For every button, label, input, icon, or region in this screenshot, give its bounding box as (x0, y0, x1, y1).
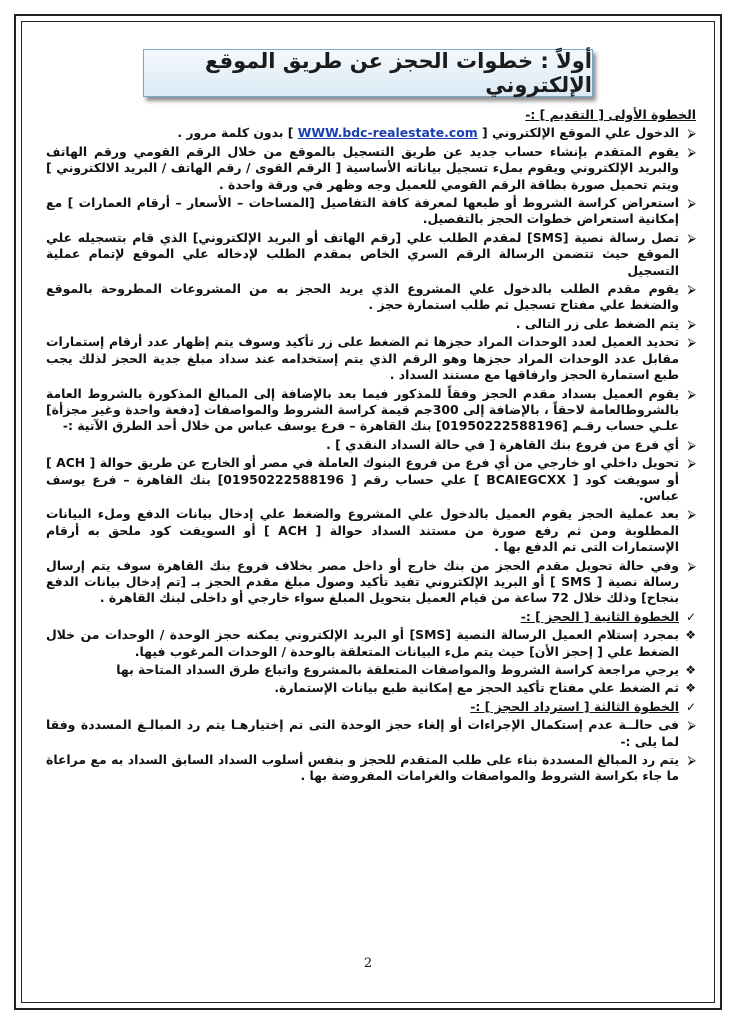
step1-item-11 (46, 506, 696, 555)
step1-item-1 (46, 125, 696, 141)
arrow-bullet-icon: ⮚ (687, 386, 696, 401)
page-number: 2 (363, 956, 373, 971)
document-body (46, 106, 696, 946)
step1-item-text: تحويل داخلي او خارجي من أي فرع من فروع البنوك العاملة في مصر أو الخارج عن طريق حوالة [ ACH ] أو سويفت كود [ BCAIEGCXX ] علي حساب رقم [ 01950222588196] بنك القاهرة – فرع يوسف عباس. (46, 455, 680, 503)
arrow-bullet-icon: ⮚ (687, 558, 696, 573)
arrow-bullet-icon: ⮚ (687, 507, 696, 522)
arrow-bullet-icon: ⮚ (687, 316, 696, 331)
website-link[interactable]: WWW.bdc-realestate.com (297, 125, 478, 141)
diamond-bullet-icon: ❖ (685, 628, 696, 643)
diamond-bullet-icon: ❖ (685, 663, 696, 677)
step2-heading-text: الخطوة الثانية [ الحجز ] :- (520, 608, 679, 624)
arrow-bullet-icon: ⮚ (687, 230, 696, 245)
step2-item-1 (46, 627, 696, 660)
step1-item-text: أي فرع من فروع بنك القاهرة [ في حالة السداد النقدي ] . (326, 436, 679, 452)
check-bullet-icon: ✓ (685, 699, 696, 714)
step2-item-2 (46, 662, 696, 678)
arrow-bullet-icon: ⮚ (687, 335, 696, 350)
step3-item-text: يتم رد المبالغ المسددة بناء على طلب المتقدم للحجز و بنفس أسلوب السداد السابق السداد به مع مراعاة ما جاء بكراسة الشروط والمواصفات والغرامات المفروضة بها . (46, 752, 679, 784)
step1-item-2 (46, 144, 696, 193)
step2-item-text: ثم الضغط علي مفتاح تأكيد الحجز مع إمكانية طبع بيانات الإستمارة. (274, 680, 679, 696)
step3-heading (46, 699, 696, 715)
step1-item-text: وفي حالة تحويل مقدم الحجز من بنك خارج أو داخل مصر بخلاف فروع بنك القاهرة سوف يتم إرسال رسالة نصية [ SMS ] أو البريد الإلكتروني تفيد تأكيد وصول مبلغ مقدم الحجز بـ [تم إدخال بيانات الدفع بنجاح] وذلك خلال 72 ساعة من قيام العميل بتحويل المبلغ سواء خارجي أو داخلى لبنك القاهرة . (46, 557, 679, 606)
step1-item-text: يقوم مقدم الطلب بالدخول علي المشروع الذي يريد الحجز به من المشروعات المطروحة بالموقع والضغط علي مفتاح تسجيل ثم طلب استمارة حجز . (46, 281, 679, 313)
step2-heading (46, 609, 696, 625)
arrow-bullet-icon: ⮚ (687, 144, 696, 159)
arrow-bullet-icon: ⮚ (687, 718, 696, 733)
step1-item-7 (46, 334, 696, 383)
step1-item-12 (46, 558, 696, 607)
step3-heading-text: الخطوة الثالثة [ استرداد الحجز ] :- (470, 698, 679, 714)
step1-item-text: استعراض كراسة الشروط أو طبعها لمعرفة كافة التفاصيل [المساحات – الأسعار – أرقام العمارات ] مع إمكانية استعراض خطوات الحجز بالتفصيل. (46, 195, 679, 227)
check-bullet-icon: ✓ (685, 609, 696, 624)
step1-item-text: يتم الضغط على زر التالى . (515, 315, 679, 331)
step1-item-6 (46, 316, 696, 332)
arrow-bullet-icon: ⮚ (687, 437, 696, 452)
step1-item-text: بعد عملية الحجز يقوم العميل بالدخول علي المشروع والضغط علي إدخال بيانات الدفع وملء البيانات المطلوبة ومن ثم رفع صورة من مستند السداد حوالة [ ACH ] أو السويفت كود ملحق به أرقام الإستمارات التى تم الدفع بها . (46, 506, 680, 555)
arrow-bullet-icon: ⮚ (687, 753, 696, 768)
step3-item-text: فى حالــة عدم إستكمال الإجراءات أو إلغاء حجز الوحدة التى تم إختيارهـا يتم رد المبالـغ المسددة وفقا لما يلى :- (46, 717, 679, 749)
step1-item-1-before: الدخول علي الموقع الإلكتروني [ (477, 125, 679, 141)
step3-item-2 (46, 752, 696, 785)
step1-item-5 (46, 281, 696, 314)
diamond-bullet-icon: ❖ (685, 681, 696, 696)
step3-item-1 (46, 717, 696, 750)
step1-item-text: تحديد العميل لعدد الوحدات المراد حجزها ثم الضغط على زر تأكيد وسوف يتم إظهار عدد أرقام إستمارات مقابل عدد الوحدات المراد حجزها وهو الرقم الذي يتم إستخدامه عند سداد مبلغ جدية الحجز لذلك يجب طبع استمارة الحجز وارفاقها مع مستند السداد . (46, 334, 679, 383)
step1-item-4 (46, 230, 696, 279)
step1-item-text: يقوم المتقدم بإنشاء حساب جديد عن طريق التسجيل بالموقع من خلال الرقم القومي ورقم الهاتف والبريد الإلكتروني ويقوم بملء تسجيل بياناته الأساسية [ الرقم القوى / رقم الهاتف / البريد الالكتروني ] ويتم تحميل صورة بطاقة الرقم القومي للعميل وجه وظهر في ورقة واحدة . (46, 143, 679, 192)
step2-item-text: بمجرد إستلام العميل الرسالة النصية [SMS] أو البريد الإلكتروني يمكنه حجز الوحدة / الوحدات من خلال الضغط علي [ إحجز الأن] حيث يتم ملء البيانات المتعلقة بالوحدة / الوحدات المرغوب فيها. (46, 627, 679, 659)
step2-item-3 (46, 680, 696, 696)
arrow-bullet-icon: ⮚ (687, 196, 696, 211)
step1-item-1-after: ] بدون كلمة مرور . (177, 125, 298, 141)
step1-item-9 (46, 437, 696, 453)
step1-item-text: يقوم العميل بسداد مقدم الحجز وفقاً للمذكور فيما بعد بالإضافة إلى المبالغ المذكورة بالشروط العامة بالشروطالعامة لاحقاً ، بالإضافة إلى 300جم قيمة كراسة الشروط والمواصفات [دفعة واحدة وغير مجزأة] علـي حساب رقـم [01950222588196] بنك القاهرة – فرع يوسف عباس من خلال أحد الطرق الآتية :- (46, 385, 679, 434)
step1-item-3 (46, 195, 696, 228)
step2-item-text: يرجي مراجعة كراسة الشروط والمواصفات المتعلقة بالمشروع واتباع طرق السداد المتاحة بها (116, 662, 679, 677)
step1-heading: الخطوة الأولى [ التقديم ] :- (525, 107, 696, 122)
step1-item-8 (46, 386, 696, 435)
step1-item-10 (46, 455, 696, 504)
arrow-bullet-icon: ⮚ (687, 282, 696, 297)
page-title: أولاً : خطوات الحجز عن طريق الموقع الإلكتروني (143, 49, 593, 97)
arrow-bullet-icon: ⮚ (687, 126, 696, 141)
step1-item-text: تصل رسالة نصية [SMS] لمقدم الطلب علي [رقم الهاتف أو البريد الإلكتروني] الذي قام بتسجيله علي الموقع حيث تتضمن الرسالة الرقم السري الخاص بمقدم الطلب لإدخاله علي الموقع لإتمام عملية التسجيل (46, 229, 679, 278)
arrow-bullet-icon: ⮚ (687, 456, 696, 471)
